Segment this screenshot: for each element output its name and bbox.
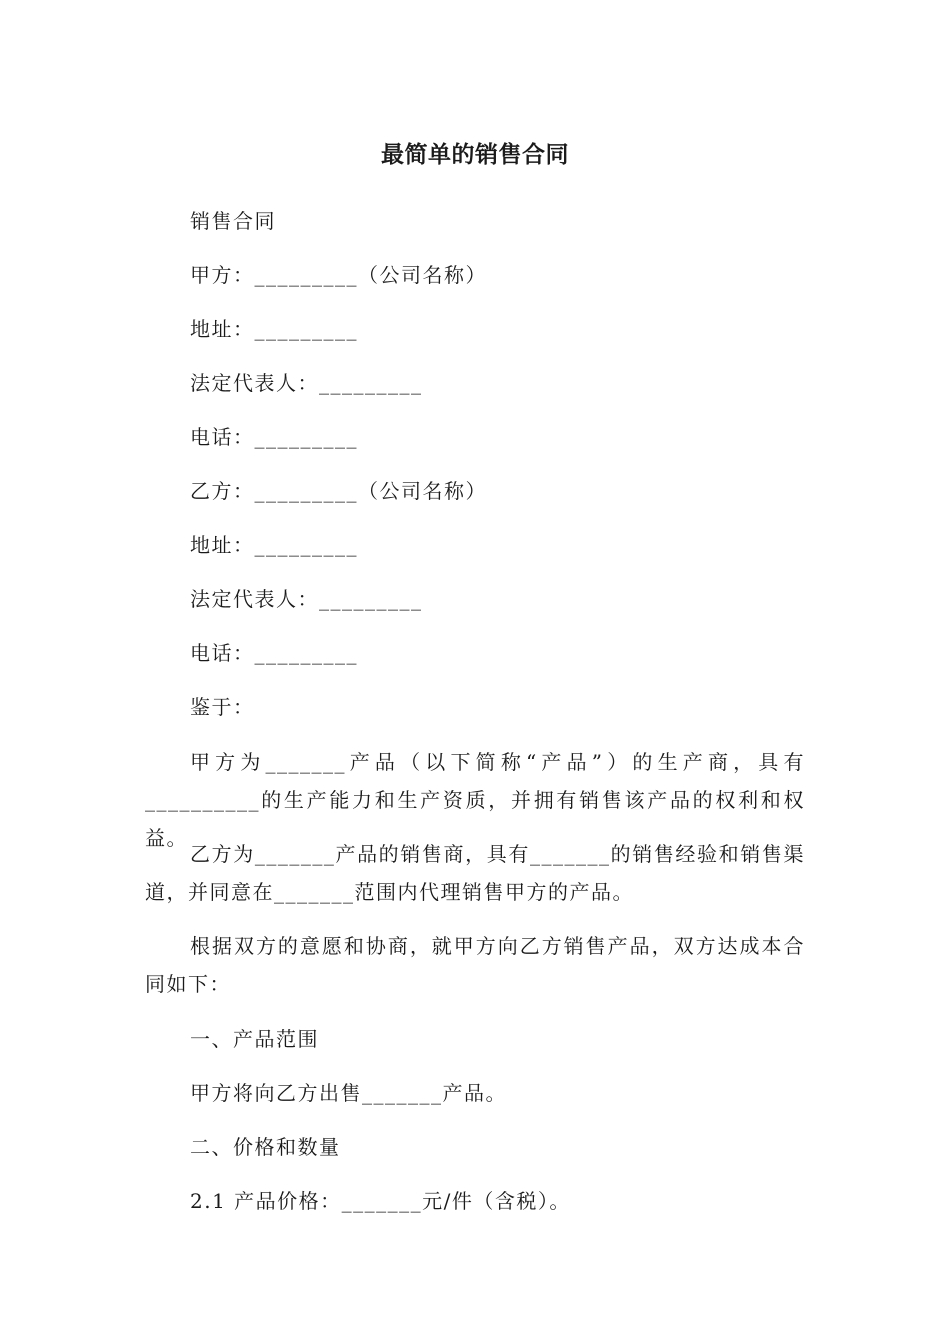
paragraph-agreement-intro: 根据双方的意愿和协商，就甲方向乙方销售产品，双方达成本合同如下：: [145, 934, 805, 996]
section-2-title: 二、价格和数量: [190, 1135, 341, 1159]
document-title: 最简单的销售合同: [381, 142, 569, 168]
section-1-text: 甲方将向乙方出售_______产品。: [190, 1081, 507, 1105]
section-1-title: 一、产品范围: [190, 1027, 319, 1051]
party-a-name: 甲方：_________（公司名称）: [190, 263, 487, 287]
party-a-legal-rep: 法定代表人：_________: [190, 371, 423, 395]
section-2-1-text: 2.1 产品价格：_______元/件（含税）。: [190, 1189, 571, 1213]
party-a-address: 地址：_________: [190, 317, 358, 341]
paragraph-party-b-intro: 乙方为_______产品的销售商，具有_______的销售经验和销售渠道，并同意在_______范围内代理销售甲方的产品。: [145, 842, 805, 904]
party-b-legal-rep: 法定代表人：_________: [190, 587, 423, 611]
paragraph-party-a-intro: 甲方为_______产品（以下简称“产品”）的生产商，具有__________的生产能力和生产资质，并拥有销售该产品的权利和权益。: [145, 750, 805, 850]
whereas-label: 鉴于：: [190, 695, 255, 719]
party-a-phone: 电话：_________: [190, 425, 358, 449]
party-b-name: 乙方：_________（公司名称）: [190, 479, 487, 503]
party-b-address: 地址：_________: [190, 533, 358, 557]
contract-heading: 销售合同: [190, 209, 276, 233]
party-b-phone: 电话：_________: [190, 641, 358, 665]
